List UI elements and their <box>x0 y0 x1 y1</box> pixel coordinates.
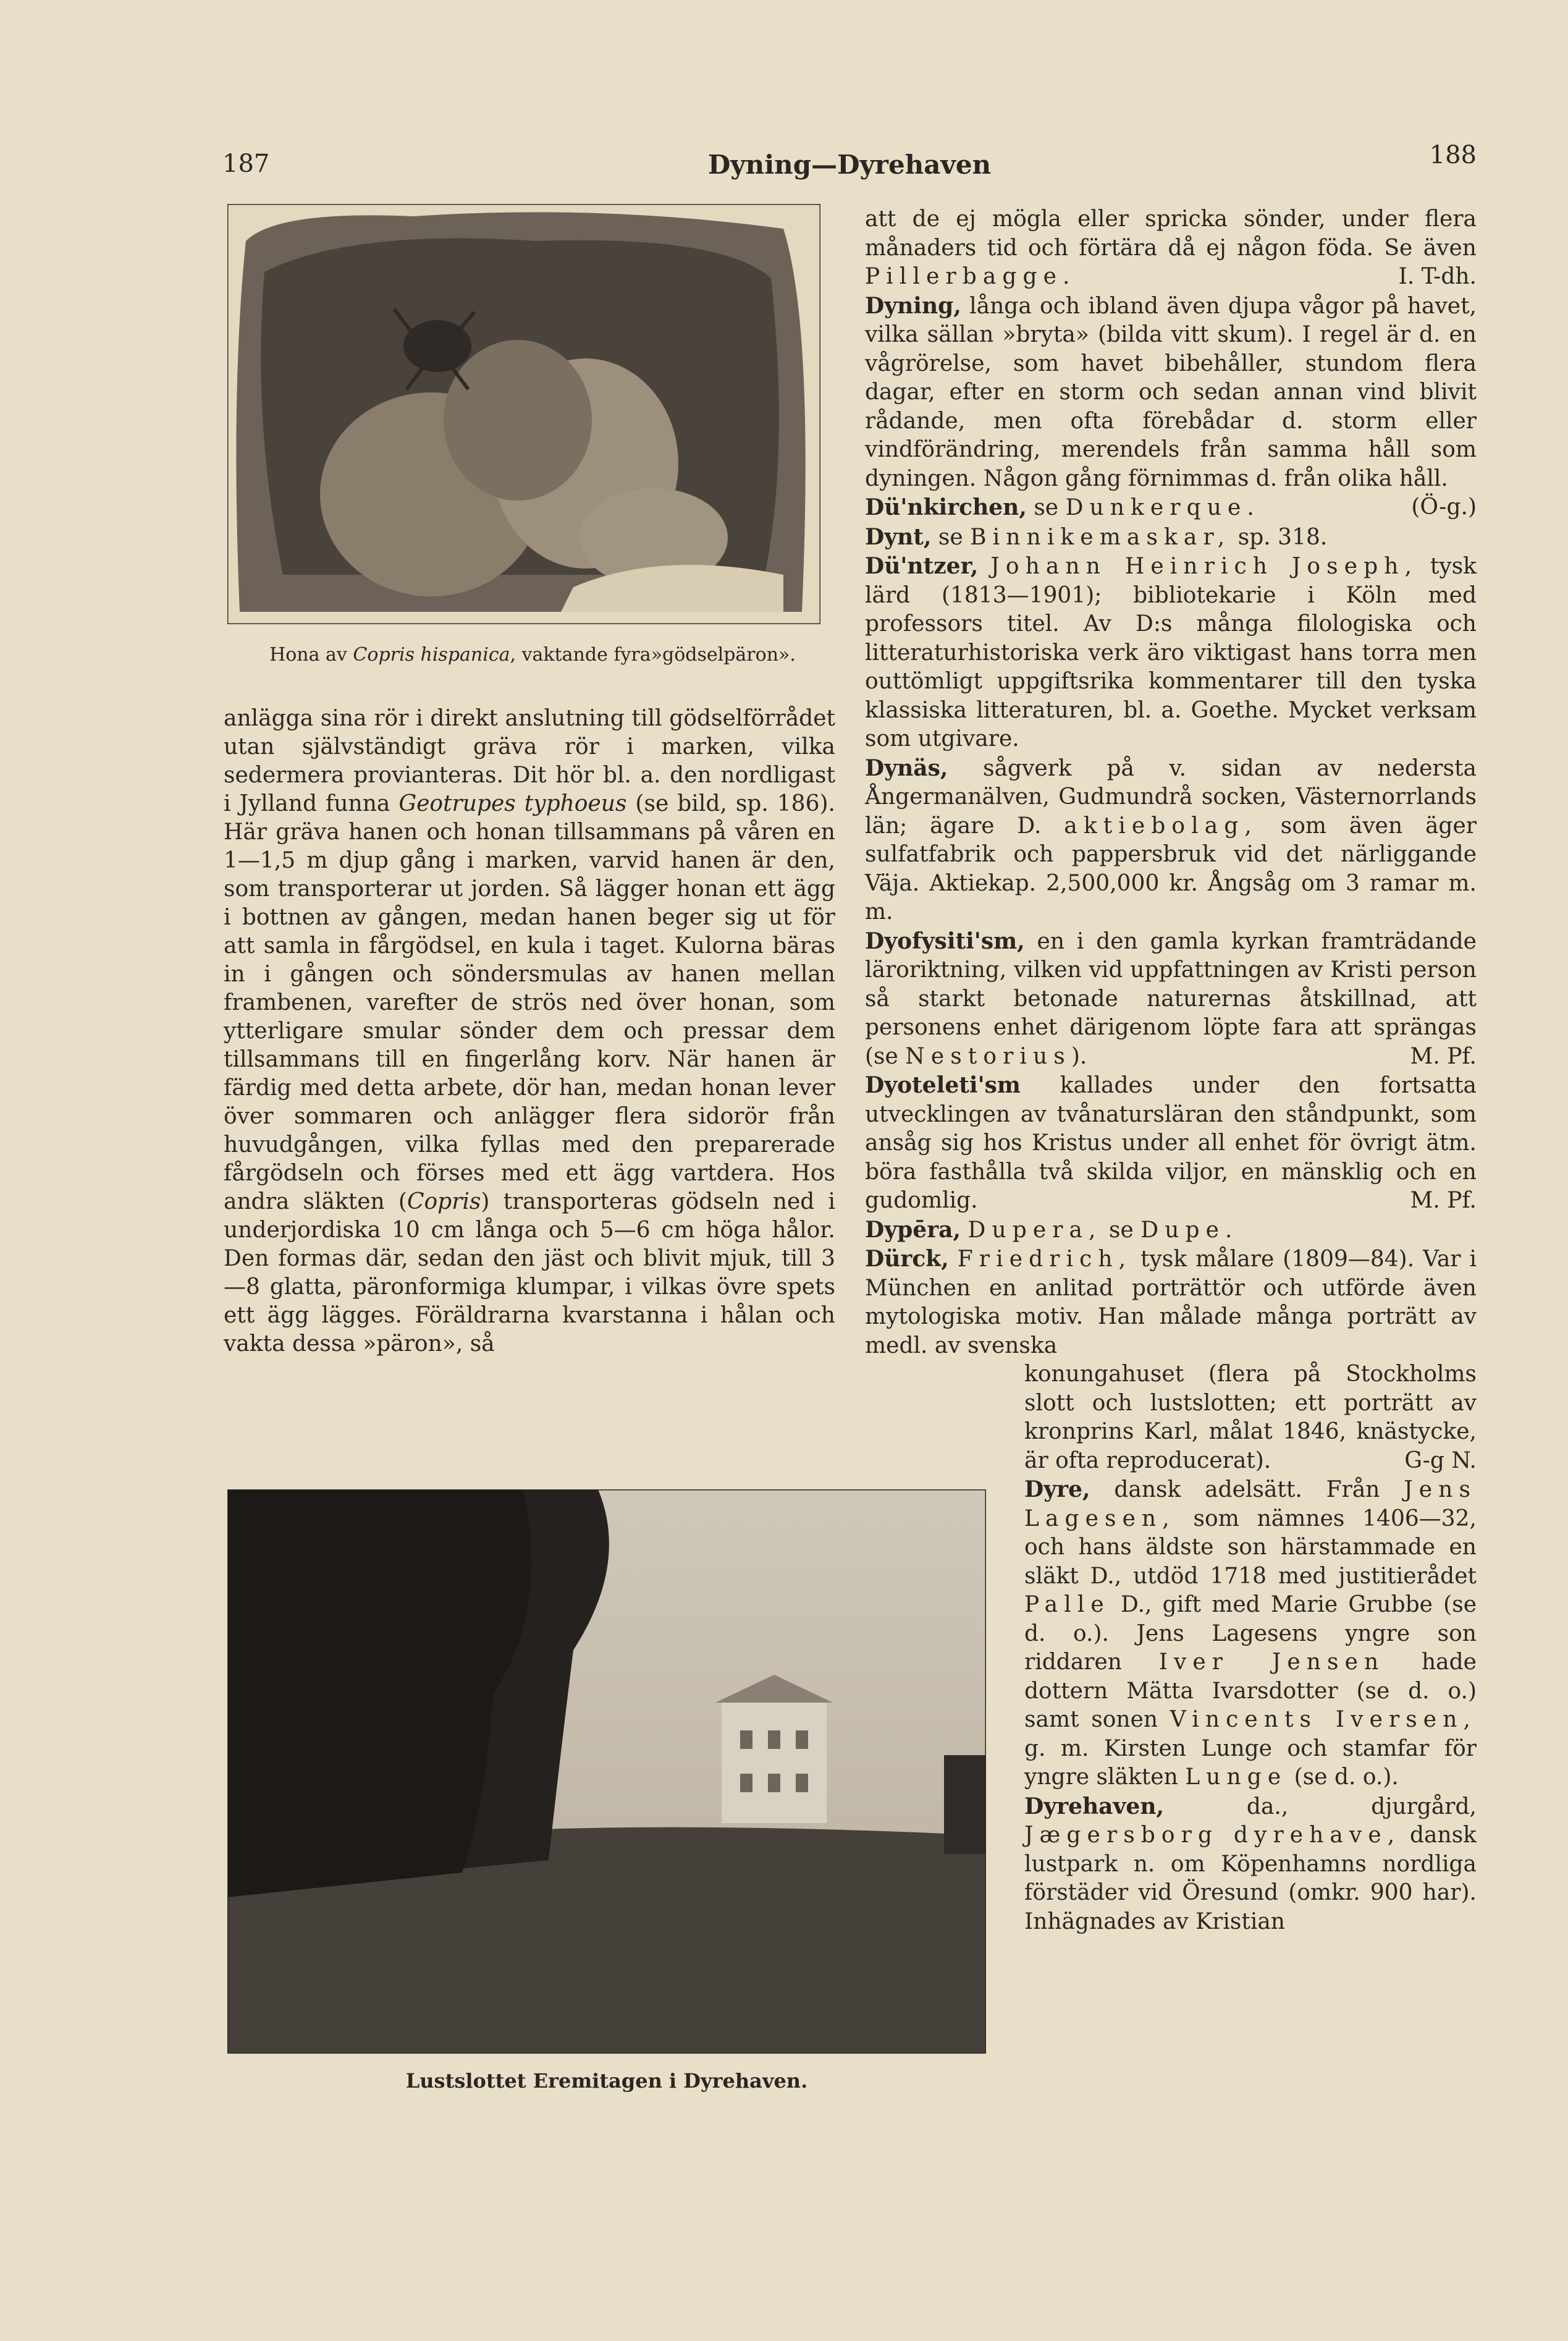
person-name: Palle <box>1024 1592 1110 1617</box>
person-name: Friedrich, <box>957 1247 1132 1272</box>
text-run: konungahuset (flera på Stockholms slott och lustslotten; ett porträtt av kronprins Karl, målat 1846, knästycke, är ofta reproducerat). <box>1024 1361 1477 1473</box>
entry-dyoteletism <box>865 1071 1477 1216</box>
entry-headword: Dyofysiti'sm, <box>865 928 1025 954</box>
place-name: Jægersborg dyrehave, <box>1024 1822 1401 1848</box>
text-run: tysk lärd (1813—1901); bibliotekarie i Köln med professors titel. Av D:s många filologiska och litteraturhistoriska verk äro viktigast hans torra men outtömligt uppgiftsrika kommentarer till den tyska klassiska litteraturen, bl. a. Goethe. Mycket verksam som utgivare. <box>865 554 1477 751</box>
cross-reference: Dunkerque. <box>1065 495 1260 520</box>
text-run: D., gift med Marie Grubbe (se d. o.). Jens Lagesens yngre son riddaren <box>1024 1592 1477 1675</box>
text-run: anlägga sina rör i direkt anslutning till gödselförrådet utan självständigt gräva rör i marken, vilka sedermera provianteras. Dit hör bl. a. den nordligast i Jylland funna <box>224 706 835 816</box>
entry-dunkirchen <box>865 493 1477 523</box>
text-run: da., djurgård, <box>1164 1793 1477 1819</box>
text-run: att de ej mögla eller spricka sönder, under flera månaders tid och förtära då ej någon föda. Se även <box>865 206 1477 261</box>
entry-headword: Dyning, <box>865 292 961 319</box>
text-run: långa och ibland även djupa vågor på havet, vilka sällan »bryta» (bilda vitt skum). I regel är d. en vågrörelse, som havet bibehåller, stundom flera dagar, efter en storm och sedan annan vind blivit rådande, men ofta förebådar d. storm eller vindförändring, merendels från samma håll som dyningen. Någon gång förnimmas d. från olika håll. <box>865 293 1477 491</box>
caption-text: Hona av <box>269 644 353 666</box>
cross-reference: Binnikemaskar, <box>970 524 1231 550</box>
entry-dynt <box>865 523 1477 552</box>
text-run: dansk adelsätt. Från <box>1090 1477 1404 1502</box>
author-signature: (Ö-g.) <box>1411 494 1477 520</box>
person-name: Lunge <box>1185 1764 1288 1790</box>
entry-durck <box>865 1245 1477 1360</box>
person-name: Jens Lagesen, <box>1024 1477 1477 1531</box>
cross-reference: Dupera, <box>967 1217 1102 1243</box>
entry-headword: Dürck, <box>865 1246 949 1272</box>
entry-durck-continued <box>1024 1360 1477 1475</box>
author-signature: M. Pf. <box>1410 1188 1477 1213</box>
text-run: ) transporteras gödseln ned i underjordiska 10 cm långa och 5—6 cm höga hålor. Den formas där, sedan den jäst och blivit mjuk, till 3—8 glatta, päronformiga klumpar, i vilkas övre spets ett ägg lägges. Föräldrarna kvarstanna i hålan och vakta dessa »päron», så <box>224 1189 835 1357</box>
entry-headword: Dü'ntzer, <box>865 553 979 579</box>
cross-reference: aktiebolag, <box>1064 813 1258 839</box>
left-column-text <box>224 705 835 1358</box>
author-signature: M. Pf. <box>1410 1043 1477 1069</box>
caption-species: Copris hispanica <box>353 644 510 666</box>
species-name: Copris <box>407 1189 481 1214</box>
figure2-caption: Lustslottet Eremitagen i Dyrehaven. <box>405 2069 808 2093</box>
cross-reference: Dupe. <box>1140 1217 1239 1243</box>
text-run: g. m. Kirsten Lunge och stamfar för yngre släkten <box>1024 1735 1477 1790</box>
cross-reference: Nestorius <box>905 1043 1071 1069</box>
running-title: Dyning—Dyrehaven <box>707 150 992 180</box>
species-name: Geotrupes typhoeus <box>398 791 627 816</box>
figure1-caption <box>224 644 841 666</box>
beetle-engraving-image <box>227 204 820 624</box>
entry-dyofysitism <box>865 927 1477 1072</box>
entry-continuation <box>865 205 1477 292</box>
text-run: sp. 318. <box>1231 524 1328 550</box>
entry-headword: Dyoteleti'sm <box>865 1072 1021 1098</box>
person-name: Johann Heinrich Joseph, <box>990 554 1418 579</box>
entry-dyre <box>1024 1475 1477 1792</box>
text-run: (se bild, sp. 186). Här gräva hanen och honan tillsammans på våren en 1—1,5 m djup gång i marken, varvid hanen är den, som transporterar ut jorden. Så lägger honan ett ägg i bottnen av gången, medan hanen beger sig ut för att samla in fårgödsel, en kula i taget. Kulorna bäras in i gången och söndersmulas av hanen mellan frambenen, varefter de strös ned över honan, som ytterligare smular sönder dem och pressar dem tillsammans till en fingerlång korv. När hanen är färdig med detta arbete, dör han, medan honan lever över sommaren och anlägger flera sidorör från huvudgången, vilka fyllas med den preparerade fårgödseln och förses med ett ägg vartdera. Hos andra släkten ( <box>224 791 835 1214</box>
cross-reference: Pillerbagge. <box>865 264 1076 289</box>
article-paragraph <box>224 705 835 1358</box>
text-run: som även äger sulfatfabrik och pappersbruk vid det närliggande Väja. Aktiekap. 2,500,000 kr. Ångsåg om 3 ramar m. m. <box>865 813 1477 925</box>
text-run: se <box>1102 1217 1141 1243</box>
text-run: kallades under den fortsatta utvecklingen av tvånatursläran den ståndpunkt, som ansåg sig hos Kristus under all enhet för övrigt ätm. böra fasthålla två skilda viljor, en mänsklig och en gudomlig. <box>865 1073 1477 1213</box>
person-name: Iver Jensen <box>1158 1649 1385 1675</box>
entry-headword: Dypēra, <box>865 1216 961 1243</box>
entry-dyrehaven <box>1024 1792 1477 1937</box>
entry-headword: Dyrehaven, <box>1024 1793 1165 1819</box>
text-run: ). <box>1071 1043 1087 1069</box>
page-number-left: 187 <box>222 150 270 178</box>
right-column-text <box>865 205 1477 1936</box>
narrow-column <box>1024 1360 1477 1936</box>
entry-headword: Dyre, <box>1024 1476 1090 1502</box>
author-signature: G-g N. <box>1404 1447 1477 1473</box>
text-run: se <box>1026 495 1066 520</box>
text-run: dansk lustpark n. om Köpenhamns nordliga förstäder vid Öresund (omkr. 900 har). Inhägnades av Kristian <box>1024 1822 1477 1934</box>
caption-text: , vaktande fyra»gödselpäron». <box>510 644 796 666</box>
entry-headword: Dü'nkirchen, <box>865 494 1027 520</box>
text-run: sågverk på v. sidan av nedersta Ångermanälven, Gudmundrå socken, Västernorrlands län; ägare D. <box>865 755 1477 839</box>
person-name: Vincents Iversen, <box>1170 1707 1477 1732</box>
text-run: (se d. o.). <box>1287 1764 1399 1790</box>
author-signature: I. T-dh. <box>1398 264 1477 289</box>
entry-headword: Dynäs, <box>865 755 948 781</box>
entry-headword: Dynt, <box>865 523 932 550</box>
text-run: hade dottern Mätta Ivarsdotter (se d. o.) samt sonen <box>1024 1649 1477 1732</box>
text-run: som nämnes 1406—32, och hans äldste son härstammade en släkt D., utdöd 1718 med justitierådet <box>1024 1505 1477 1589</box>
text-run: se <box>931 524 971 550</box>
entry-duntzer <box>865 552 1477 754</box>
entry-dypera <box>865 1216 1477 1245</box>
text-run: tysk målare (1809—84). Var i München en anlitad porträttör och utförde även mytologiska motiv. Han målade många porträtt av medl. av svenska <box>865 1247 1477 1358</box>
entry-dynas <box>865 754 1477 927</box>
page-number-right: 188 <box>1429 141 1477 169</box>
page-header <box>222 141 1477 184</box>
text-run: en i den gamla kyrkan framträdande läroriktning, vilken vid uppfattningen av Kristi person så starkt betonade naturernas åtskillnad, att personens enhet därigenom löpte fara att sprängas (se <box>865 928 1477 1069</box>
